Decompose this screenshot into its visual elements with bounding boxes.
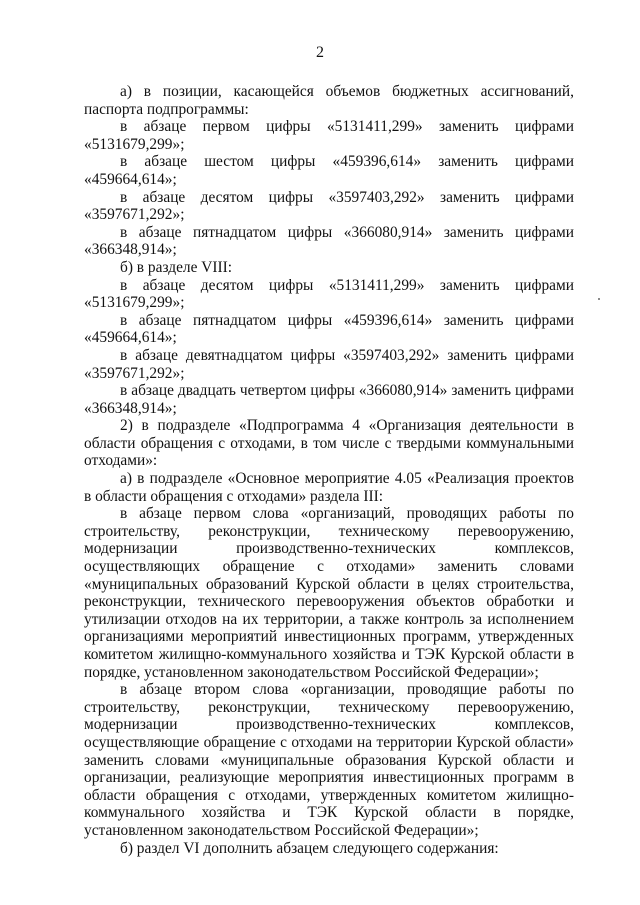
paragraph: в абзаце втором слова «организации, проводящие работы по строительству, реконструкции, техническому перевооружению, модернизации производственно-технических комплексов, осуществляющие обращение с отходами на территории Курской области» заменить словами «муниципальные образования Курской области и организации, реализующие мероприятия инвестиционных программ в области обращения с отходами, утвержденных комитетом жилищно-коммунального хозяйства и ТЭК Курской области в порядке, установленном законодательством Российской Федерации»; xyxy=(84,681,574,839)
paragraph: б) раздел VI дополнить абзацем следующего содержания: xyxy=(120,839,499,857)
paragraph: в абзаце пятнадцатом цифры «459396,614» заменить цифрами «459664,614»; xyxy=(84,311,574,347)
paragraph: в абзаце двадцать четвертом цифры «366080,914» заменить цифрами «366348,914»; xyxy=(84,382,574,417)
paragraph: б) в разделе VIII: xyxy=(120,258,233,276)
document-body xyxy=(84,83,574,857)
paragraph: а) в позиции, касающейся объемов бюджетных ассигнований, паспорта подпрограммы: xyxy=(84,83,574,118)
paragraph: в абзаце первом слова «организаций, проводящих работы по строительству, реконструкции, техническому перевооружению, модернизации производственно-технических комплексов, осуществляющих обращение с отходами» заменить словами «муниципальных образований Курской области в целях строительства, реконструкции, технического перевооружения объектов обработки и утилизации отходов на их территории, а также контроль за исполнением организациями мероприятий инвестиционных программ, утвержденных комитетом жилищно-коммунального хозяйства и ТЭК Курской области в порядке, установленном законодательством Российской Федерации»; xyxy=(84,505,574,681)
paragraph: в абзаце первом цифры «5131411,299» заменить цифрами «5131679,299»; xyxy=(84,118,574,153)
paragraph: а) в подразделе «Основное мероприятие 4.05 «Реализация проектов в области обращения с отходами» раздела III: xyxy=(84,470,574,505)
paragraph: 2) в подразделе «Подпрограмма 4 «Организация деятельности в области обращения с отходами, в том числе с твердыми коммунальными отходами»: xyxy=(84,417,574,470)
scan-speck xyxy=(598,298,600,300)
paragraph: в абзаце десятом цифры «5131411,299» заменить цифрами «5131679,299»; xyxy=(84,276,574,312)
paragraph: в абзаце шестом цифры «459396,614» заменить цифрами «459664,614»; xyxy=(84,153,574,188)
paragraph: в абзаце десятом цифры «3597403,292» заменить цифрами «3597671,292»; xyxy=(84,188,574,224)
page-number: 2 xyxy=(316,44,324,61)
paragraph: в абзаце девятнадцатом цифры «3597403,292» заменить цифрами «3597671,292»; xyxy=(84,346,574,382)
paragraph: в абзаце пятнадцатом цифры «366080,914» заменить цифрами «366348,914»; xyxy=(84,223,574,259)
